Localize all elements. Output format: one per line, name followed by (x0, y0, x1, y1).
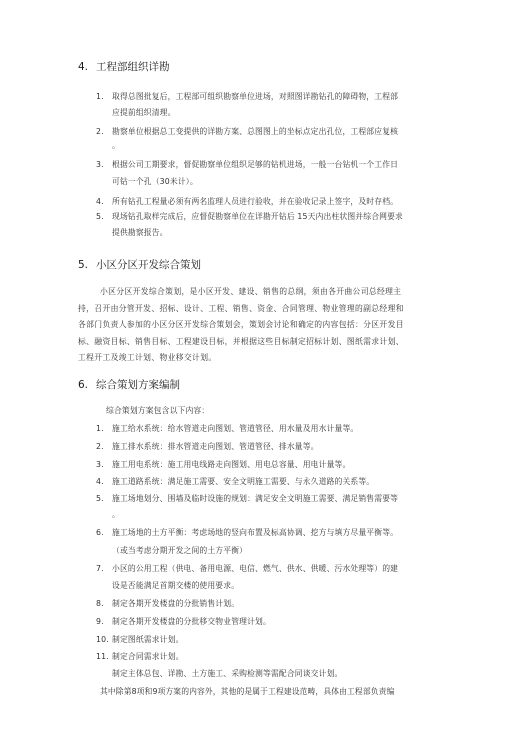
list-item-continuation: 应提前组织清理。 (112, 108, 176, 117)
paragraph-line: 持，召开由分管开发、招标、设计、工程、销售、资金、合同管理、物业管理的副总经理和 (78, 304, 404, 313)
list-item: 4. 所有钻孔工程量必须有两名监理人员进行验收，并在验收记录上签字，及时存档。 (96, 197, 399, 206)
list-item: 1. 施工给水系统：给水管道走向图划、管道管径、用水量及用水计量等。 (96, 424, 359, 433)
list-item-continuation: 设是否能满足首期交楼的使用要求。 (112, 581, 240, 590)
paragraph-line: 其中除第8项和9项方案的内容外，其他的是属于工程建设范畴，具体由工程部负责编 (100, 687, 395, 696)
list-item: 9. 制定各期开发楼盘的分批移交物业管理计划。 (96, 617, 271, 626)
list-item: 3. 根据公司工期要求，督促勘察单位组织足够的钻机进场，一般一台钻机一个工作日 (96, 160, 399, 169)
list-item: 2. 勘察单位根据总工变提供的详勘方案、总图图上的坐标点定出孔位，工程部应复核 (96, 127, 399, 136)
list-item: 2. 施工排水系统：排水管道走向图划、管道管径、排水量等。 (96, 442, 319, 451)
paragraph-line: 工程开工及竣工计划、物业移交计划。 (78, 353, 217, 362)
paragraph-line: 各部门负责人参加的小区分区开发综合策划会，策划会讨论和确定的内容包括：分区开发目 (78, 320, 404, 329)
section-5-heading: 5. 小区分区开发综合策划 (78, 259, 201, 271)
list-item-continuation: （或当考虑分期开发之间的土方平衡） (112, 546, 248, 555)
list-item: 5. 施工场地划分、围墙及临时设施的规划：满足安全文明施工需要、满足销售需要等 (96, 494, 399, 503)
list-item: 5. 现场钻孔取样完成后，应督促勘察单位在详勘开钻后 15天内出柱状图并综合网要求 (96, 212, 403, 221)
list-item-continuation: 提供勘察报告。 (112, 228, 168, 237)
list-item: 10. 制定图纸需求计划。 (96, 635, 184, 644)
list-item-continuation: 。 (112, 510, 120, 519)
section-6-heading: 6. 综合策划方案编制 (78, 379, 180, 391)
list-item: 11. 制定合同需求计划。 (96, 652, 184, 661)
list-item-continuation: 。 (112, 141, 120, 150)
list-item: 6. 施工场地的土方平衡：考虑场地的竖向布置及标高协调、挖方与填方尽量平衡等。 (96, 528, 399, 537)
paragraph-line: 标、融资目标、销售目标、工程建设目标，并根据这些目标制定招标计划、图纸需求计划、 (78, 337, 404, 346)
list-item: 1. 取得总图批复后，工程部可组织勘察单位进场，对照图详勘钻孔的障碍物，工程部 (96, 92, 399, 101)
list-item: 3. 施工用电系统：施工用电线路走向图划、用电总容量、用电计量等。 (96, 460, 351, 469)
paragraph-line: 小区分区开发综合策划，是小区开发、建设、销售的总纲，须由各开曲公司总经理主 (100, 287, 402, 296)
list-item: 4. 施工道路系统：满足施工需要、安全文明施工需要、与永久道路的关系等。 (96, 477, 375, 486)
list-item-continuation: 可钻一个孔（30米计）。 (112, 177, 198, 186)
paragraph-line: 制定主体总包、详勘、土方施工、采购检测等需配合同谈交计划。 (112, 669, 343, 678)
section-4-heading: 4. 工程部组织详勘 (78, 61, 170, 73)
section-intro: 综合策划方案包含以下内容： (106, 406, 210, 415)
list-item: 8. 制定各期开发楼盘的分批销售计划。 (96, 599, 240, 608)
list-item: 7. 小区的公用工程（供电、备用电源、电信、燃气、供水、供暖、污水处理等）的建 (96, 564, 399, 573)
